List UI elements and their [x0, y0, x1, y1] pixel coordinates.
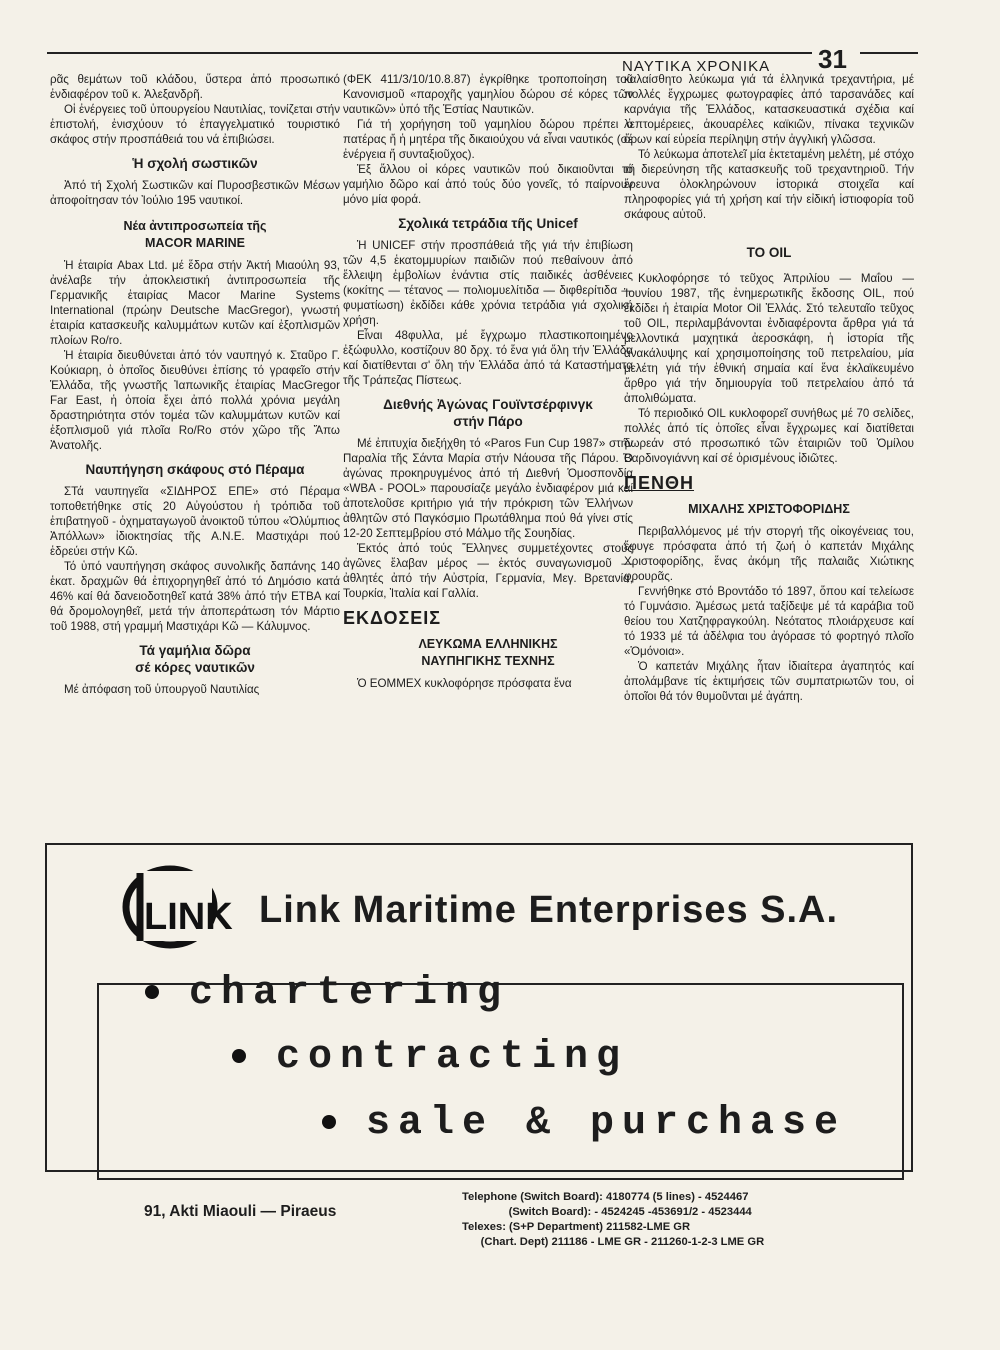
heading-line: στήν Πάρο: [453, 414, 523, 429]
paragraph: Μέ ἐπιτυχία διεξήχθη τό «Paros Fun Cup 1987» στήν Παραλία τῆς Σάντα Μαρία στήν Νάουσα τῆς Πάρου. Ὁ ἀγώνας προκηρυγμένος ἀπό τή Διεθνή Ὁμοσπονδία «WBA - POOL» παρουσίαζε μεγάλο ἐνδιαφέρον μιά καί ἀποτελοῦσε κριτήριο γιά τήν πρόκριση τῶν Ἑλλήνων ἀθλητῶν στό Παγκόσμιο Πρωτάθλημα πού θά γίνει στίς 12-20 Σεπτεμβρίου στό Μάλμο τῆς Σουηδίας.: [343, 437, 633, 540]
heading-line: ΝΑΥΠΗΓΙΚΗΣ ΤΕΧΝΗΣ: [421, 654, 555, 668]
heading-line: Τά γαμήλια δῶρα: [139, 643, 251, 658]
heading-line: MACOR MARINE: [145, 236, 245, 250]
header-rule: [47, 52, 827, 54]
heading-rescue-school: Ἡ σχολή σωστικῶν: [132, 156, 258, 171]
service-label: chartering: [189, 971, 510, 1016]
column-3: [624, 72, 914, 838]
paragraph: Τό ὑπό ναυπήγηση σκάφος συνολικῆς δαπάνης 140 ἑκατ. δραχμῶν θά ἐπιχορηγηθεῖ ἀπό τό Δημόσιο κατά 46% καί θά δανειοδοτηθεῖ κατά 38% ἀπό τήν ΕΤΒΑ καί θά δρομολογηθεῖ, μετά τήν ἀποπεράτωση τόν Μάρτιο τοῦ 1988, στή γραμμή Μαστιχάρι Κῶ — Κάλυμνος.: [50, 560, 340, 633]
heading-line: σέ κόρες ναυτικῶν: [135, 660, 255, 675]
column-1: [50, 72, 340, 838]
bullet-icon: [232, 1049, 246, 1063]
company-name: Link Maritime Enterprises S.A.: [259, 889, 839, 931]
paragraph: Οἱ ἐνέργειες τοῦ ὑπουργείου Ναυτιλίας, τονίζεται στήν ἐπιστολή, ἐνισχύουν τό ἐπαγγελματικό τουριστικό σκάφος στήν προσπάθειά του νά ἐπιβιώσει.: [50, 103, 340, 146]
heading-oil: ΤΟ OIL: [746, 245, 792, 260]
contact-line: Telephone (Switch Board): 4180774 (5 lines) - 4524467: [462, 1191, 749, 1203]
paragraph: Ἐξ ἄλλου οἱ κόρες ναυτικῶν πού δικαιοῦνται τό γαμήλιο δῶρο καί ἀπό τούς δύο γονεῖς, τό παίρνουν μόνο μία φορά.: [343, 163, 633, 206]
contact-line: (Chart. Dept) 211186 - LME GR - 211260-1-2-3 LME GR: [462, 1236, 765, 1248]
section-obituaries: ΠΕΝΘΗ: [624, 473, 695, 493]
bullet-icon: [322, 1115, 336, 1129]
service-label: contracting: [276, 1035, 629, 1080]
service-chartering: [145, 971, 509, 1016]
heading-line: Διεθνής Ἀγώνας Γουϊντσέρφινγκ: [383, 397, 593, 412]
paragraph: Ἐκτός ἀπό τούς Ἕλληνες συμμετέχοντες στούς ἀγῶνες ἔλαβαν μέρος — ἐκτός συναγωνισμοῦ — ἀθλητές ἀπό τήν Αὐστρία, Γερμανία, Μεγ. Βρετανία, Τουρκία, Ἰταλία καί Γαλλία.: [343, 542, 633, 600]
heading-perama: Ναυπήγηση σκάφους στό Πέραμα: [85, 462, 305, 477]
heading-unicef: Σχολικά τετράδια τῆς Unicef: [398, 216, 578, 231]
paragraph: ρᾶς θεμάτων τοῦ κλάδου, ὕστερα ἀπό προσωπικό ἐνδιαφέρον τοῦ κ. Ἀλεξανδρῆ.: [50, 73, 340, 101]
paragraph: Γεννήθηκε στό Βροντάδο τό 1897, ὅπου καί τελείωσε τό Γυμνάσιο. Ἀμέσως μετά ταξίδεψε μέ τά καράβια τοῦ θείου του Χατζηφραγκούλη. Νεότατος πλοιάρχευσε καί τό 1933 μέ τά ἀδέλφια του ἀγόρασε τό φορτηγό πλοῖο «Ὁμόνοια».: [624, 585, 914, 658]
paragraph: Ὁ ΕΟΜΜΕΧ κυκλοφόρησε πρόσφατα ἕνα: [357, 677, 572, 690]
paragraph: Μέ ἀπόφαση τοῦ ὑπουργοῦ Ναυτιλίας: [64, 683, 260, 696]
paragraph: Ἡ ἑταιρία διευθύνεται ἀπό τόν ναυπηγό κ. Σταῦρο Γ. Κούκιαρη, ὁ ὁποῖος διευθύνει ἐπίσης τό γραφεῖο στήν Ἑλλάδα, τῆς γνωστῆς Ἰαπωνικῆς ἑταιρίας MacGregor Far East, ἡ ὁποία ἔχει ἀπό πολλά χρόνια μεγάλη δραστηριότητα στόν τομέα τῶν καλυμμάτων κυτῶν καί ἐξοπλισμοῦ γιά πλοῖα Ro/Ro στόν χῶρο τῆς Ἄπω Ἀνατολῆς.: [50, 349, 340, 452]
contact-block: [462, 1190, 764, 1250]
advertisement: [45, 843, 913, 1172]
heading-wedding-gifts: [50, 642, 340, 676]
paragraph: Ἡ ἑταιρία Abax Ltd. μέ ἕδρα στήν Ἀκτή Μιαούλη 93, ἀνέλαβε τήν ἀποκλειστική ἀντιπροσωπεία τῆς Γερμανικῆς ἑταιρίας Macor Marine Systems International (πρώην Deutsche MacGregor), γνωστή ἑταιρία κατασκευῆς καλυμμάτων κυτῶν καί ἐξοπλισμῶν πλοίων Ro/ro.: [50, 259, 340, 347]
paragraph: Ὁ καπετάν Μιχάλης ἦταν ἰδιαίτερα ἀγαπητός καί ἀπολάμβανε τίς ἐκτιμήσεις τῶν συμπατριωτῶν του, οἱ ὁποῖοι θά τόν θυμοῦνται μέ ἀγάπη.: [624, 660, 914, 703]
bullet-icon: [145, 985, 159, 999]
section-publications: ΕΚΔΟΣΕΙΣ: [343, 608, 442, 628]
paragraph: Τό περιοδικό OIL κυκλοφορεῖ συνήθως μέ 70 σελίδες, πολλές ἀπό τίς ὁποῖες εἶναι ἔγχρωμες καί διατίθεται δωρεάν στό προσωπικό τῶν ἑταιριῶν τοῦ Ὁμίλου Βαρδινογιάννη καί σέ ὁρισμένους ἰδιῶτες.: [624, 407, 914, 465]
paragraph: Γιά τή χορήγηση τοῦ γαμηλίου δώρου πρέπει ὁ πατέρας ἤ ἡ μητέρα τῆς δικαιούχου νά εἶναι ναυτικός (σέ ἐνέργεια ἤ συνταξιοῦχος).: [343, 118, 633, 161]
paragraph: ΣΤά ναυπηγεῖα «ΣΙΔΗΡΟΣ ΕΠΕ» στό Πέραμα τοποθετήθηκε στίς 20 Αὐγούστου ἡ τρόπιδα τοῦ ἐπιβατηγοῦ - ὀχηματαγωγοῦ ἀνοικτοῦ τύπου «Ὀλύμπιος Ἀπόλλων» ἰδιοκτησίας τῆς Α.Ν.Ε. Μαστιχάρι πού ἑδρεύει στήν Κῶ.: [50, 485, 340, 558]
paragraph: Τό λεύκωμα ἀποτελεῖ μία ἐκτεταμένη μελέτη, μέ στόχο τή διερεύνηση τῆς κατασκευῆς τοῦ τρεχαντηριοῦ. Τήν ἔρευνα ὁλοκληρώνουν ἱστορικά στοιχεῖα καί πληροφορίες γιά τή χρήση καί τήν εἰδική ἱστιοφορία τοῦ σκάφους αὐτοῦ.: [624, 148, 914, 221]
address: 91, Akti Miaouli — Piraeus: [144, 1203, 337, 1220]
heading-album: [343, 636, 633, 670]
logo-text: LINK: [144, 896, 233, 938]
paragraph: Ἀπό τή Σχολή Σωστικῶν καί Πυροσβεστικῶν Μέσων ἀποφοίτησαν τόν Ἰούλιο 195 ναυτικοί.: [50, 179, 340, 207]
contact-line: (Switch Board): - 4524245 -453691/2 - 4523444: [462, 1206, 752, 1218]
header-rule-right: [860, 52, 918, 54]
paragraph: Εἶναι 48φυλλα, μέ ἔγχρωμο πλαστικοποιημένο ἐξώφυλλο, κοστίζουν 80 δρχ. τό ἕνα γιά ὅλη τήν Ἑλλάδα καί διατίθενται σ' ὅλη τήν Ἑλλάδα ἀπό τά Καταστήματα τῆς Τράπεζας Πίστεως.: [343, 329, 633, 387]
heading-line: ΛΕΥΚΩΜΑ ΕΛΛΗΝΙΚΗΣ: [418, 637, 558, 651]
service-label: sale & purchase: [366, 1101, 847, 1146]
paragraph: (ΦΕΚ 411/3/10/10.8.87) ἐγκρίθηκε τροποποίηση τοῦ Κανονισμοῦ «παροχῆς γαμηλίου δώρου σέ κόρες τῶν ναυτικῶν» ὑπό τῆς Ἑστίας Ναυτικῶν.: [343, 73, 633, 116]
contact-line: Telexes: (S+P Department) 211582-LME GR: [462, 1221, 691, 1233]
service-contracting: [232, 1035, 628, 1080]
heading-obituary-name: ΜΙΧΑΛΗΣ ΧΡΙΣΤΟΦΟΡΙΔΗΣ: [688, 502, 850, 516]
paragraph: Ἡ UNICEF στήν προσπάθειά τῆς γιά τήν ἐπιβίωση τῶν 4,5 ἑκατομμυρίων παιδιῶν πού πεθαίνουν ἀπό ἔλλειψη ἐμβολίων ἐνάντια στίς παιδικές ἀσθένειες (κοκίτης — τέτανος — πολιομυελίτιδα — διφθερίτιδα — φυματίωση) ἐκδίδει κάθε χρόνια τετράδια γιά σχολική χρήση.: [343, 239, 633, 327]
link-logo: [122, 863, 233, 958]
heading-windsurfing: [343, 396, 633, 430]
column-2: [343, 72, 633, 838]
heading-line: Νέα ἀντιπροσωπεία τῆς: [123, 219, 267, 233]
magazine-title: ΝΑΥΤΙΚΑ ΧΡΟΝΙΚΑ: [622, 58, 771, 75]
service-sale-purchase: [322, 1101, 846, 1146]
heading-macor: [50, 218, 340, 252]
paragraph: Περιβαλλόμενος μέ τήν στοργή τῆς οἰκογένειας του, ἔφυγε πρόσφατα ἀπό τή ζωή ὁ καπετάν Μιχάλης Χριστοφορίδης, ἕνας ἀκόμη τῆς παλαιᾶς Χιώτικης φρουρᾶς.: [624, 525, 914, 583]
paragraph: καλαίσθητο λεύκωμα γιά τά ἑλληνικά τρεχαντήρια, μέ πολλές ἔγχρωμες φωτογραφίες ἀπό ταρσανάδες καί καρνάγια τῆς Ἑλλάδος, κατασκευαστικά σχέδια καί λεπτομέρειες, ἀκουαρέλες καϊκιῶν, πίνακα τεχνικῶν ὅρων καί εὐρεία περίληψη στήν ἀγγλική γλῶσσα.: [624, 73, 914, 146]
page-number: 31: [812, 44, 853, 75]
paragraph: Κυκλοφόρησε τό τεῦχος Ἀπριλίου — Μαΐου — Ἰουνίου 1987, τῆς ἐνημερωτικῆς ἔκδοσης OIL, πού ἐκδίδει ἡ ἑταιρία Motor Oil Ἑλλάς. Στό τελευταῖο τεῦχος τοῦ OIL, περιλαμβάνονται ἐνδιαφέροντα ἄρθρα γιά τά μελλοντικά μαχητικά ἀεροσκάφη, ἡ ἱστορία τῆς ἀνακάλυψης καί χρησιμοποίησης τοῦ πετρελαίου, μία μελέτη γιά τήν ἐθνική σημαία καί ἕνα ἐκλαϊκευμένο ἄρθρο γιά τήν δημιουργία τοῦ πετρελαίου ἀπό τά ἀπολιθώματα.: [624, 272, 914, 405]
